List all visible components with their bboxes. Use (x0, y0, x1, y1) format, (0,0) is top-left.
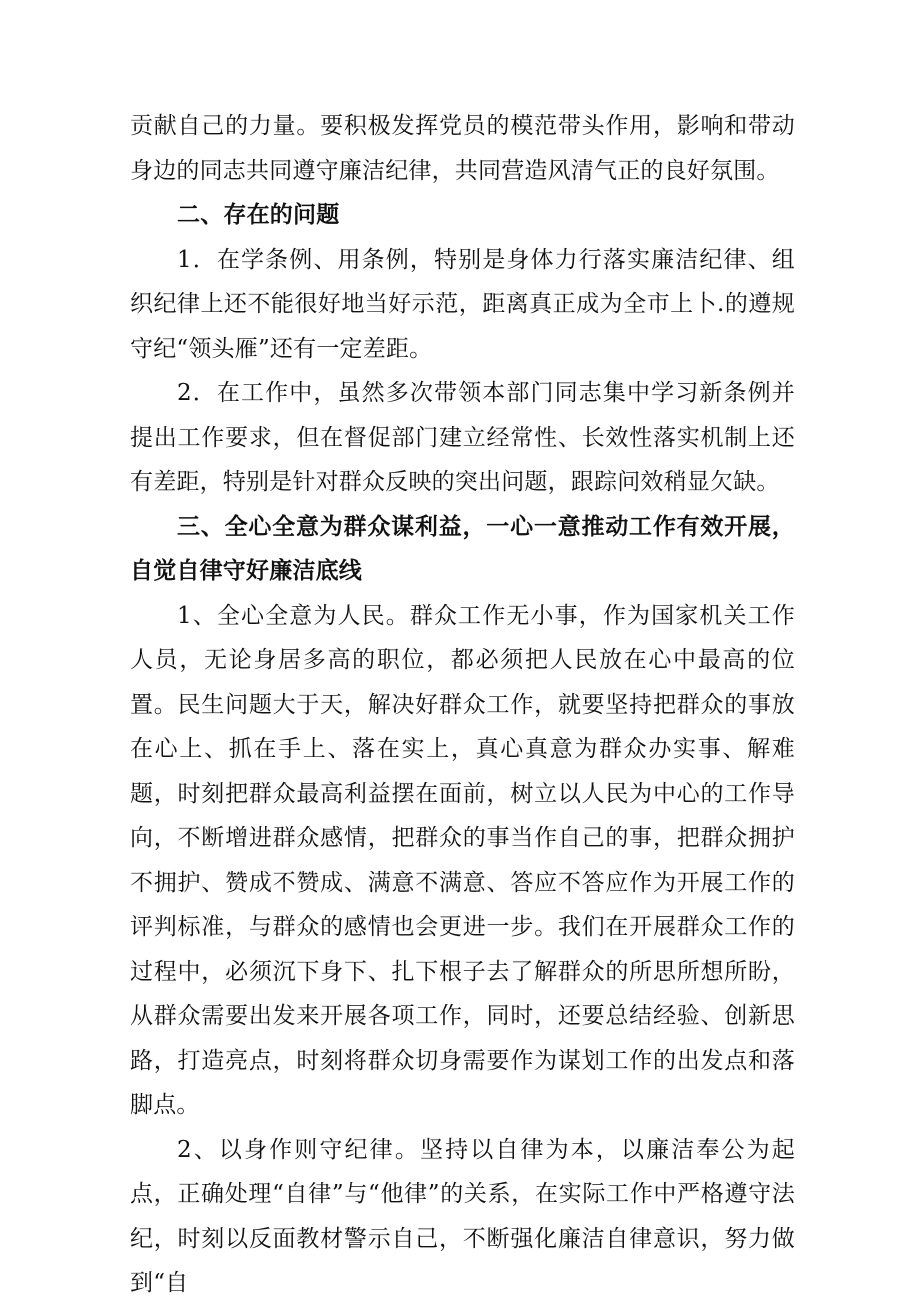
paragraph-self-discipline: 2、以身作则守纪律。坚持以自律为本，以廉洁奉公为起点，正确处理“自律”与“他律”的关系，在实际工作中严格遵守法纪，时刻以反面教材警示自己，不断强化廉洁自律意识，努力做到“自 (130, 1136, 795, 1296)
paragraph-serve-people: 1、全心全意为人民。群众工作无小事，作为国家机关工作人员，无论身居多高的职位，都必须把人民放在心中最高的位置。民生问题大于天，解决好群众工作，就要坚持把群众的事放在心上、抓在手上、落在实上，真心真意为群众办实事、解难题，时刻把群众最高利益摆在面前，树立以人民为中心的工作导向，不断增进群众感情，把群众的事当作自己的事，把群众拥护不拥护、赞成不赞成、满意不满意、答应不答应作为开展工作的评判标准，与群众的感情也会更进一步。我们在开展群众工作的过程中，必须沉下身下、扎下根子去了解群众的所思所想所盼，从群众需要出发来开展各项工作，同时，还要总结经验、创新思路，打造亮点，时刻将群众切身需要作为谋划工作的出发点和落脚点。 (130, 602, 795, 1118)
section-heading-serve-people: 三、全心全意为群众谋利益，一心一意推动工作有效开展，自觉自律守好廉洁底线 (130, 513, 795, 584)
paragraph-problem-2: 2．在工作中，虽然多次带领本部门同志集中学习新条例并提出工作要求，但在督促部门建立经常性、长效性落实机制上还有差距，特别是针对群众反映的突出问题，跟踪问效稍显欠缺。 (130, 380, 795, 495)
section-heading-problems: 二、存在的问题 (177, 202, 340, 228)
paragraph-problem-1: 1．在学条例、用条例，特别是身体力行落实廉洁纪律、组织纪律上还不能很好地当好示范，距离真正成为全市上卜.的遵规守纪“领头雁”还有一定差距。 (130, 246, 795, 362)
paragraph-continuation: 贡献自己的力量。要积极发挥党员的模范带头作用，影响和带动身边的同志共同遵守廉洁纪律，共同营造风清气正的良好氛围。 (130, 113, 795, 184)
document-body (130, 104, 795, 1306)
